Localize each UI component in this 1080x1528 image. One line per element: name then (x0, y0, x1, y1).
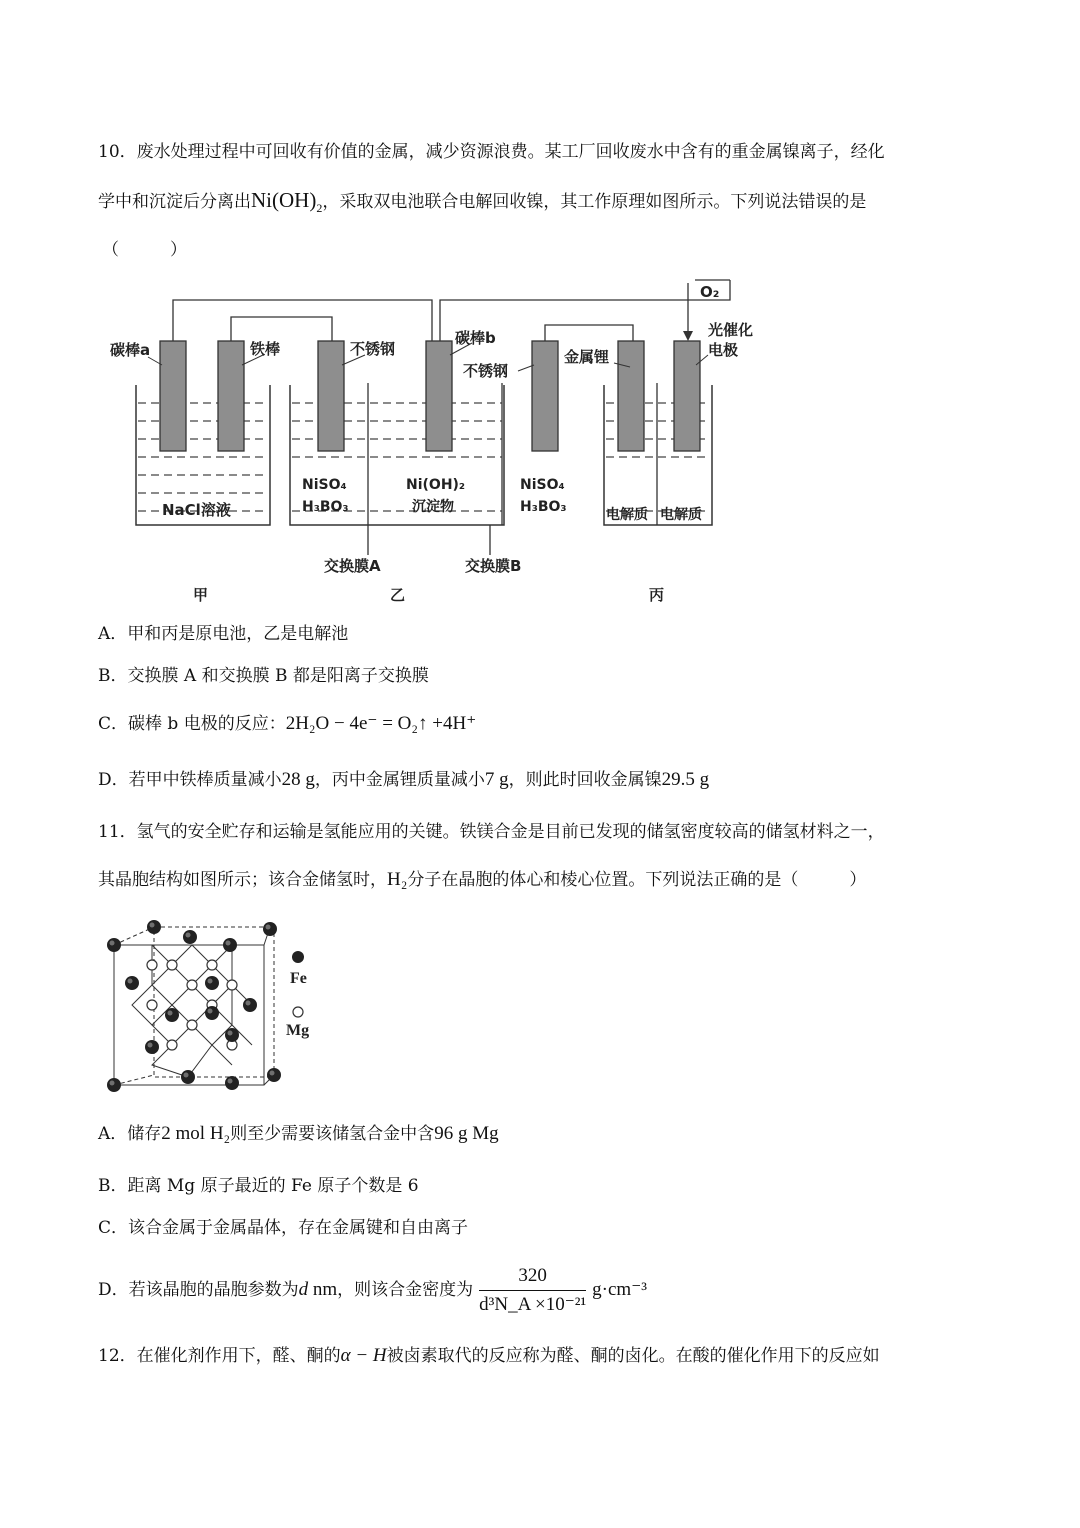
legend-fe-label: Fe (290, 970, 307, 987)
label-h3bo3-left: H₃BO₃ (302, 499, 349, 515)
label-iron-rod: 铁棒 (250, 340, 281, 358)
label-niso4-left: NiSO₄ (302, 477, 347, 493)
label-h3bo3-right: H₃BO₃ (520, 499, 567, 515)
label-o2: O₂ (700, 283, 720, 301)
q12-line1: 12．在催化剂作用下，醛、酮的α − H被卤素取代的反应称为醛、酮的卤化。在酸的催化作用下的反应如 (98, 1345, 880, 1366)
label-stainless-2: 不锈钢 (463, 362, 509, 380)
q11-line1: 11．氢气的安全贮存和运输是氢能应用的关键。铁镁合金是目前已发现的储氢密度较高的储氢材料之一， (98, 822, 885, 842)
q10-line2-text: 学中和沉淀后分离出 (98, 192, 251, 212)
q11-option-c: C．该合金属于金属晶体，存在金属键和自由离子 (98, 1218, 469, 1238)
legend-mg-icon (293, 1007, 303, 1017)
label-photo-electrode-1: 光催化 (708, 321, 754, 339)
label-cell-bing: 丙 (649, 586, 665, 604)
q10-option-a: A．甲和丙是原电池，乙是电解池 (98, 624, 349, 644)
label-stainless-1: 不锈钢 (350, 340, 396, 358)
label-electrolyte-2: 电解质 (660, 507, 702, 523)
label-electrolyte-1: 电解质 (606, 507, 648, 523)
q10-option-b: B．交换膜 A 和交换膜 B 都是阳离子交换膜 (98, 666, 429, 686)
q10-option-d: D．若甲中铁棒质量减小28 g，丙中金属锂质量减小7 g，则此时回收金属镍29.5 g (98, 769, 710, 790)
label-niso4-right: NiSO₄ (520, 477, 565, 493)
q10-line2-tail: ，采取双电池联合电解回收镍，其工作原理如图所示。下列说法错误的是 (322, 192, 867, 212)
label-photo-electrode-2: 电极 (708, 341, 739, 359)
q10-option-c-equation: 2H₂O − 4e⁻ = O₂↑ +4H⁺ (285, 713, 477, 734)
electrolysis-diagram (100, 275, 780, 610)
label-membrane-a: 交换膜A (324, 557, 381, 575)
label-nioh2: Ni(OH)₂ (406, 477, 466, 493)
label-nacl: NaCl溶液 (162, 501, 231, 519)
label-cell-yi: 乙 (390, 586, 406, 604)
q11-option-d: D．若该晶胞的晶胞参数为d nm，则该合金密度为 $\frac{320}{\text{d³N\_A ×10⁻²¹}}$ g·cm⁻³ (98, 1265, 647, 1315)
label-carbon-b: 碳棒b (455, 329, 496, 347)
q11-line2: 其晶胞结构如图所示；该合金储氢时，H₂分子在晶胞的体心和棱心位置。下列说法正确的是（ ） (98, 869, 867, 890)
label-precip: 沉淀物 (412, 499, 454, 515)
label-cell-jia: 甲 (193, 586, 209, 604)
density-fraction: $\frac{320}{\text{d³N\_A ×10⁻²¹}}$ (479, 1265, 587, 1315)
crystal-cell-diagram (100, 915, 330, 1100)
q10-answer-blank: （ ） (102, 240, 187, 260)
legend-mg-label: Mg (286, 1022, 310, 1039)
legend-fe-icon (292, 951, 304, 963)
q10-line2 (98, 188, 866, 220)
q10-option-c: C．碳棒 b 电极的反应：2H₂O − 4e⁻ = O₂↑ +4H⁺ (98, 713, 477, 734)
q10-line1: 10．废水处理过程中可回收有价值的金属，减少资源浪费。某工厂回收废水中含有的重金属镍离子，经化 (98, 142, 885, 162)
label-lithium: 金属锂 (564, 348, 610, 366)
label-carbon-a: 碳棒a (110, 341, 151, 359)
q10-formula: $Ni(OH)_2$ (251, 188, 323, 216)
q11-option-b: B．距离 Mg 原子最近的 Fe 原子个数是 6 (98, 1176, 419, 1196)
label-membrane-b: 交换膜B (465, 557, 522, 575)
q11-option-a: A．储存2 mol H₂则至少需要该储氢合金中含96 g Mg (98, 1123, 499, 1144)
